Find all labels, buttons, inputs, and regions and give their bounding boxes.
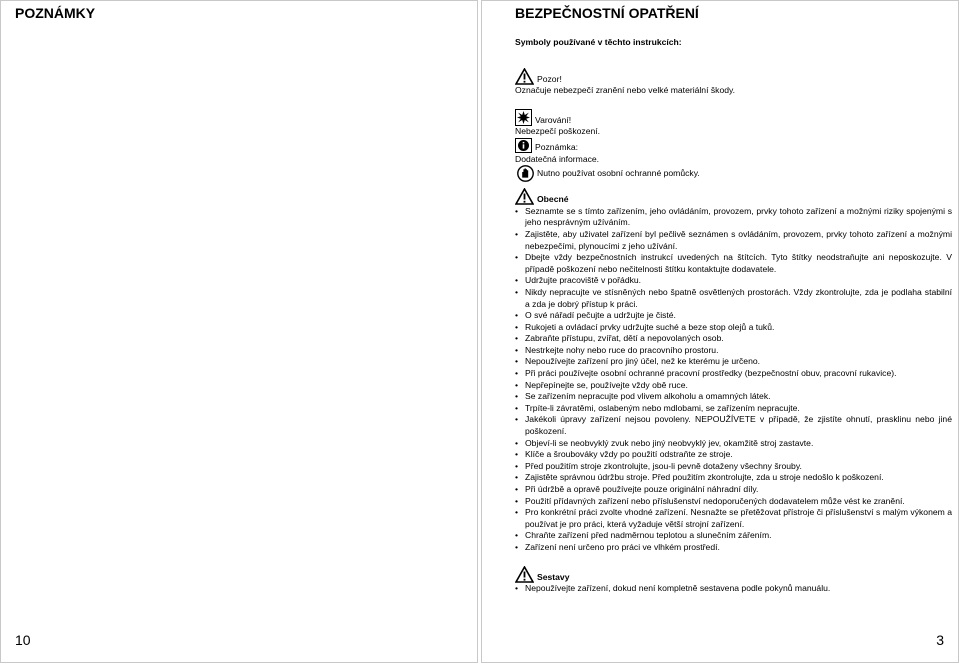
- list-item: • Použití přídavných zařízení nebo příslušenství nedoporučených dodavatelem může vést ke zranění.: [515, 496, 952, 508]
- damage-burst-icon: [515, 109, 532, 126]
- page-number: 10: [15, 632, 31, 648]
- assembly-title: Sestavy: [537, 571, 570, 582]
- section-general: [515, 188, 952, 553]
- section-assembly: [515, 566, 952, 595]
- note-title: Poznámka:: [535, 141, 578, 152]
- assembly-list: [515, 583, 952, 595]
- list-item: • Nepoužívejte zařízení, dokud není kompletně sestavena podle pokynů manuálu.: [515, 583, 952, 595]
- list-item: • Zajistěte, aby uživatel zařízení byl pečlivě seznámen s ovládáním, provozem, prvky tohoto zařízení a možnými nebezpečími, plynoucími z jeho užívání.: [515, 229, 952, 252]
- list-item: • O své nářadí pečujte a udržujte je čisté.: [515, 310, 952, 322]
- general-list: [515, 206, 952, 554]
- list-item: • Před použitím stroje zkontrolujte, jsou-li pevně dotaženy všechny šrouby.: [515, 461, 952, 473]
- page-number: 3: [936, 632, 944, 648]
- list-item: • Klíče a šroubováky vždy po použití odstraňte ze stroje.: [515, 449, 952, 461]
- caution-text: Označuje nebezpečí zranění nebo velké materiální škody.: [515, 85, 736, 96]
- list-item: • Udržujte pracoviště v pořádku.: [515, 275, 952, 287]
- list-item: • Nepoužívejte zařízení pro jiný účel, než ke kterému je určeno.: [515, 356, 952, 368]
- general-title: Obecné: [537, 194, 569, 205]
- warning-triangle-icon: [515, 566, 534, 583]
- gloves-icon: [517, 165, 534, 182]
- list-item: • Zajistěte správnou údržbu stroje. Před použitím zkontrolujte, zda u stroje nedošlo k poškození.: [515, 472, 952, 484]
- warning-title: Varování!: [535, 114, 572, 125]
- note-text: Dodatečná informace.: [515, 153, 600, 164]
- warning-triangle-icon: [515, 68, 534, 85]
- list-item: • Se zařízením nepracujte pod vlivem alkoholu a omamných látek.: [515, 391, 952, 403]
- warning-triangle-icon: [515, 188, 534, 205]
- list-item: • Rukojeti a ovládací prvky udržujte suché a beze stop olejů a tuků.: [515, 322, 952, 334]
- ppe-text: Nutno používat osobní ochranné pomůcky.: [537, 168, 700, 179]
- list-item: • Při práci používejte osobní ochranné pracovní prostředky (bezpečnostní obuv, pracovní rukavice).: [515, 368, 952, 380]
- list-item: • Trpíte-li závratěmi, oslabeným nebo mdlobami, se zařízením nepracujte.: [515, 403, 952, 415]
- symbol-warning: [515, 109, 952, 138]
- list-item: • Při údržbě a opravě používejte pouze originální náhradní díly.: [515, 484, 952, 496]
- list-item: • Dbejte vždy bezpečnostních instrukcí uvedených na štítcích. Tyto štítky neodstraňujte ani neposkozujte. V případě poškození nebo nečitelnosti štítku kontaktujte dodavatele.: [515, 252, 952, 275]
- list-item: • Objeví-li se neobvyklý zvuk nebo jiný neobvyklý jev, okamžitě stroj zastavte.: [515, 438, 952, 450]
- left-page: [0, 0, 478, 663]
- symbol-caution: [515, 68, 952, 97]
- symbol-ppe: [515, 165, 952, 182]
- safety-content: [515, 37, 952, 595]
- list-item: • Pro konkrétní práci zvolte vhodné zařízení. Nesnažte se přetěžovat přístroje či příslušenství s malým výkonem a používat je pro práci, která vyžaduje větší strojní zařízení.: [515, 507, 952, 530]
- page-title: POZNÁMKY: [15, 5, 96, 21]
- warning-text: Nebezpečí poškození.: [515, 126, 601, 137]
- list-item: • Chraňte zařízení před nadměrnou teplotou a slunečním zářením.: [515, 530, 952, 542]
- list-item: • Zařízení není určeno pro práci ve vlhkém prostředí.: [515, 542, 952, 554]
- list-item: • Nestrkejte nohy nebo ruce do pracovního prostoru.: [515, 345, 952, 357]
- list-item: • Seznamte se s tímto zařízením, jeho ovládáním, provozem, prvky tohoto zařízení a možnými riziky spojenými s jeho nesprávným užíváním.: [515, 206, 952, 229]
- symbol-note: [515, 138, 952, 165]
- right-page: [481, 0, 959, 663]
- symbols-subtitle: Symboly používané v těchto instrukcích:: [515, 37, 682, 47]
- list-item: • Zabraňte přístupu, zvířat, dětí a nepovolaných osob.: [515, 333, 952, 345]
- info-book-icon: [515, 138, 532, 153]
- list-item: • Nepřepínejte se, používejte vždy obě ruce.: [515, 380, 952, 392]
- caution-title: Pozor!: [537, 73, 562, 84]
- list-item: • Nikdy nepracujte ve stísněných nebo špatně osvětlených prostorách. Vždy zkontrolujte, zda je podlaha stabilní a zda je dobrý přístup k práci.: [515, 287, 952, 310]
- list-item: • Jakékoli úpravy zařízení nejsou povoleny. NEPOUŽÍVETE v případě, že zjistíte ohnutí, prasklinu nebo jiné poškození.: [515, 414, 952, 437]
- page-title: BEZPEČNOSTNÍ OPATŘENÍ: [515, 5, 699, 21]
